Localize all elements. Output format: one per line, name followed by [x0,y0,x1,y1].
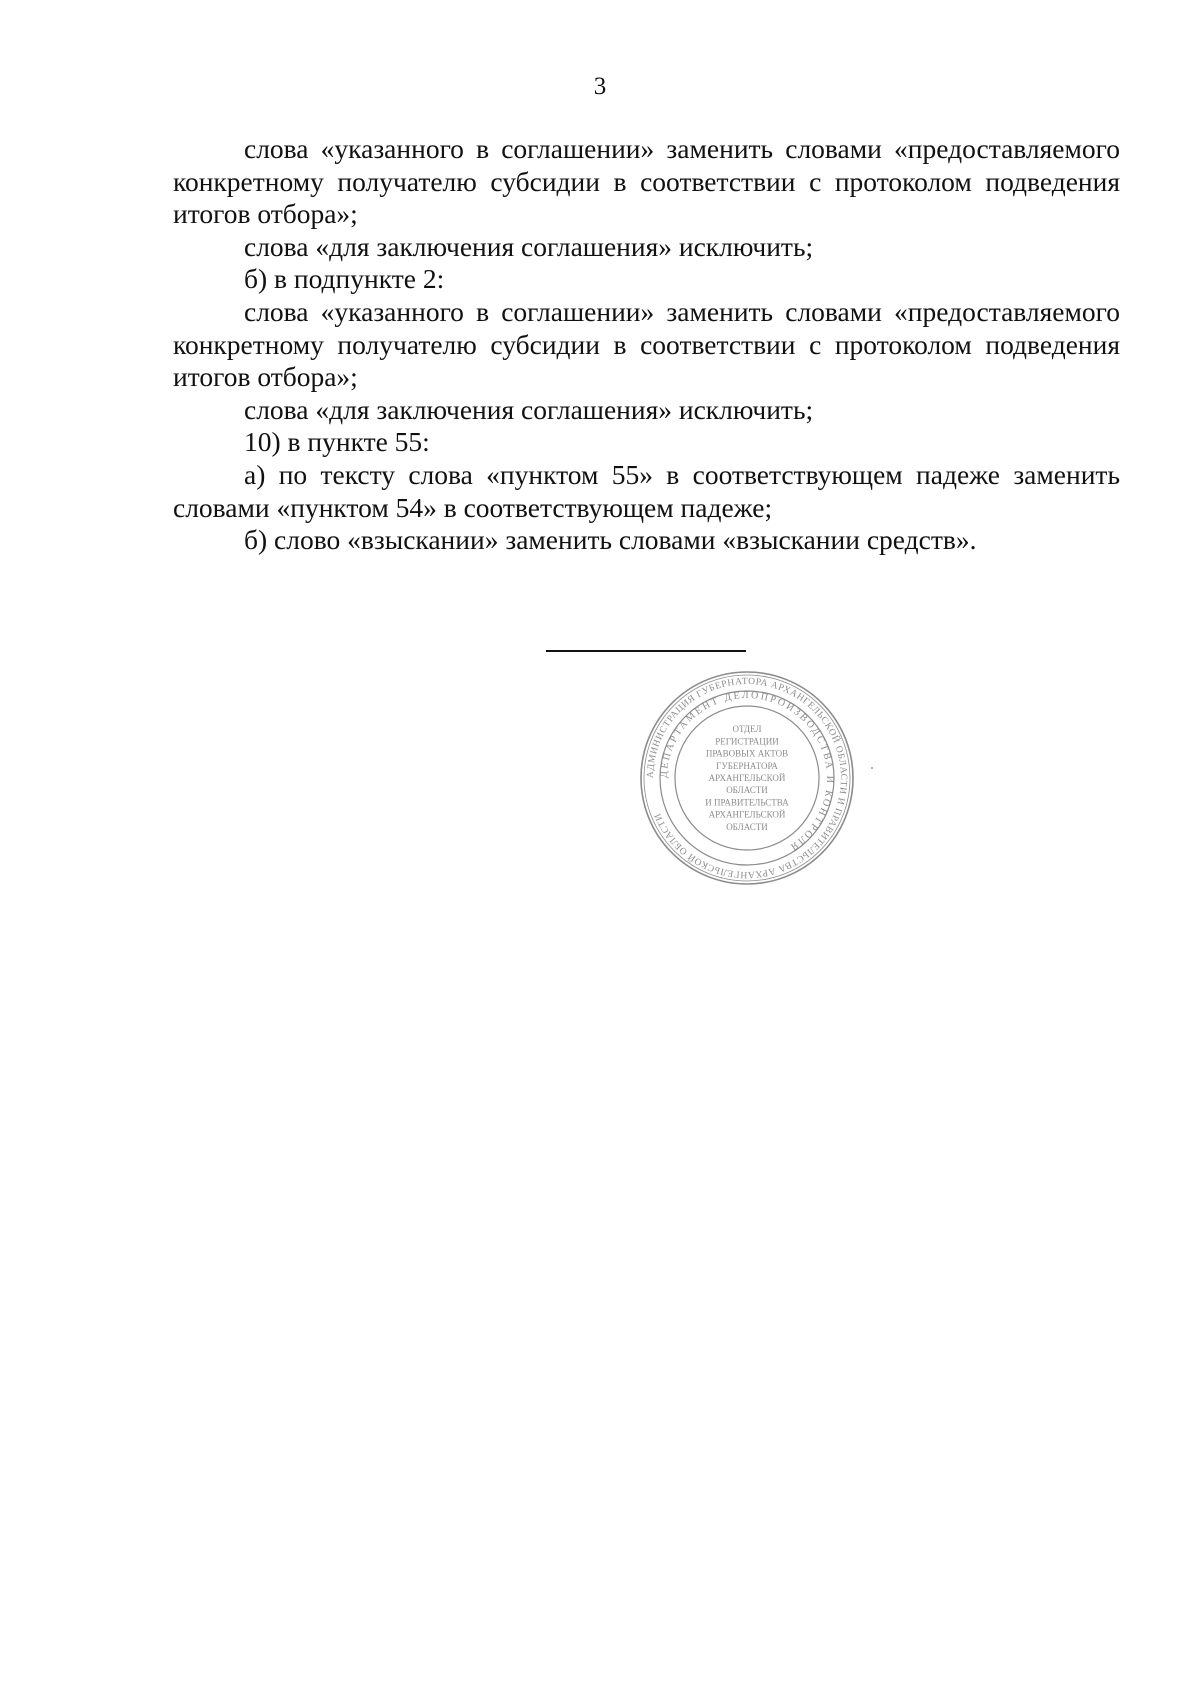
amendment-paragraph: 10) в пункте 55: [244,426,430,458]
amendment-paragraph: слова «для заключения соглашения» исключить; [244,393,814,425]
amendment-paragraph: б) в подпункте 2: [244,263,445,295]
amendment-paragraph: б) слово «взыскании» заменить словами «взыскании средств». [244,524,977,556]
page-number: 3 [593,73,607,100]
amendment-paragraph: слова «для заключения соглашения» исключить; [244,230,814,262]
document-body [173,133,1120,557]
seal-center-line: ОТДЕЛ [732,724,762,735]
seal-ring-text: ДЕПАРТАМЕНТ ДЕЛОПРОИЗВОДСТВА И КОНТРОЛЯ [658,689,836,854]
amendment-paragraph: слова «указанного в соглашении» заменить словами «предоставляемого конкретному получателю субсидии в соответствии с протоколом подведения итогов отбора»; [173,295,1120,393]
seal-center-line: ОБЛАСТИ [726,821,768,832]
seal-center-line: ПРАВОВЫХ АКТОВ [705,748,789,759]
scan-speck [871,767,873,769]
seal-center-line: АРХАНГЕЛЬСКОЙ [708,809,786,820]
end-of-text-rule [546,650,746,652]
seal-center-line: ГУБЕРНАТОРА [716,760,778,771]
seal-center-line: И ПРАВИТЕЛЬСТВА [705,797,789,808]
seal-outer-text: АДМИНИСТРАЦИЯ ГУБЕРНАТОРА АРХАНГЕЛЬСКОЙ ОБЛАСТИ И ПРАВИТЕЛЬСТВА АРХАНГЕЛЬСКОЙ ОБЛАСТИ [645,676,849,880]
seal-center-line: ОБЛАСТИ [726,785,768,796]
amendment-paragraph: а) по тексту слова «пунктом 55» в соответствующем падеже заменить словами «пунктом 54» в соответствующем падеже; [173,458,1120,523]
seal-center-line: РЕГИСТРАЦИИ [715,736,779,747]
seal-center-line: АРХАНГЕЛЬСКОЙ [708,773,786,783]
official-seal [637,668,857,888]
amendment-paragraph: слова «указанного в соглашении» заменить словами «предоставляемого конкретному получателю субсидии в соответствии с протоколом подведения итогов отбора»; [173,133,1120,230]
seal-center-text [705,724,789,832]
